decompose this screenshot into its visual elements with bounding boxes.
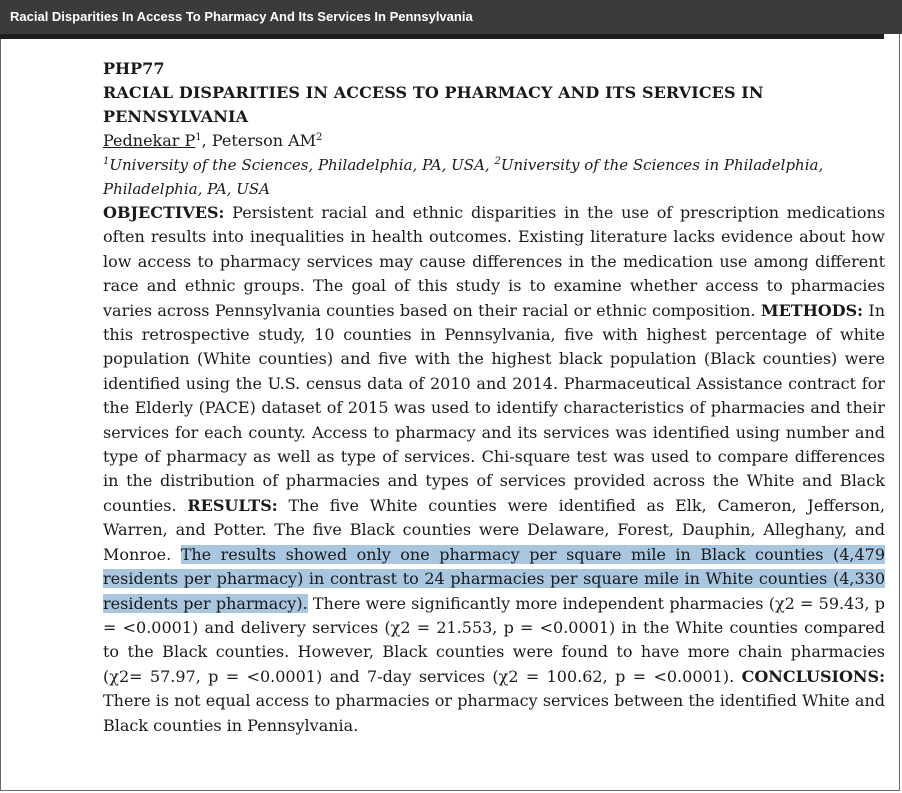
author-link-pednekar[interactable]: Pednekar P bbox=[103, 131, 196, 150]
methods-text: In this retrospective study, 10 counties in Pennsylvania, five with highest percentage of white population (White counties) and five with the highest black population (Black counties) were identified using the U.S. census data of 2010 and 2014. Pharmaceutical Assistance contract for the Elderly (PACE) dataset of 2015 was used to identify characteristics of pharmacies and their services for each county. Access to pharmacy and its services was identified using number and type of pharmacy as well as type of services. Chi-square test was used to compare differences in the distribution of pharmacies and types of services provided across the White and Black counties. bbox=[103, 300, 885, 515]
affil1-sup: 1 bbox=[103, 156, 110, 167]
affiliations bbox=[103, 153, 885, 201]
author-separator: , bbox=[201, 131, 212, 150]
paper-title: RACIAL DISPARITIES IN ACCESS TO PHARMACY AND ITS SERVICES IN PENNSYLVANIA bbox=[103, 83, 764, 126]
window-title: Racial Disparities In Access To Pharmacy And Its Services In Pennsylvania bbox=[10, 9, 473, 24]
author2-affil-sup: 2 bbox=[316, 132, 323, 143]
results-text: The five White counties were identified as Elk, Cameron, Jefferson, Warren, and Potter. The five Black counties were Delaware, Forest, Dauphin, Alleghany, and Monroe. bbox=[103, 495, 886, 564]
affil2-text: University of the Sciences in Philadelphia, Philadelphia, PA, USA bbox=[103, 156, 824, 198]
objectives-label: OBJECTIVES: bbox=[103, 203, 225, 222]
title-bar-divider bbox=[0, 34, 884, 39]
window-title-bar bbox=[0, 0, 902, 34]
objectives-text: Persistent racial and ethnic disparities in the use of prescription medications often results into inequalities in health outcomes. Existing literature lacks evidence about how low access to pharmacy services may cause differences in the medication use among different race and ethnic groups. The goal of this study is to examine whether access to pharmacies varies across Pennsylvania counties based on their racial or ethnic composition. bbox=[103, 203, 885, 320]
author-peterson: Peterson AM bbox=[211, 131, 317, 150]
paper-content bbox=[103, 57, 885, 738]
conclusions-label: CONCLUSIONS: bbox=[741, 666, 885, 686]
affil1-text: University of the Sciences, Philadelphia, PA, USA, bbox=[109, 156, 495, 174]
author-list bbox=[103, 129, 885, 153]
highlighted-selection[interactable]: The results showed only one pharmacy per square mile in Black counties (4,479 residents per pharmacy) in contrast to 24 pharmacies per square mile in White counties (4,330 residents per pharmacy). bbox=[103, 544, 885, 613]
results-text-continued: There were significantly more independent pharmacies (χ2 = 59.43, p = <0.0001) and delivery services (χ2 = 21.553, p = <0.0001) in the White counties compared to the Black counties. However, Black counties were found to have more chain pharmacies (χ2= 57.97, p = <0.0001) and 7-day services (χ2 = 100.62, p = <0.0001). bbox=[103, 593, 885, 686]
abstract-body bbox=[103, 201, 885, 738]
results-label: RESULTS: bbox=[187, 495, 278, 515]
author1-affil-sup: 1 bbox=[195, 132, 202, 143]
affil2-sup: 2 bbox=[494, 156, 501, 167]
methods-label: METHODS: bbox=[760, 300, 864, 320]
abstract-code: PHP77 bbox=[103, 59, 165, 78]
conclusions-text: There is not equal access to pharmacies or pharmacy services between the identified White and Black counties in Pennsylvania. bbox=[103, 691, 885, 735]
